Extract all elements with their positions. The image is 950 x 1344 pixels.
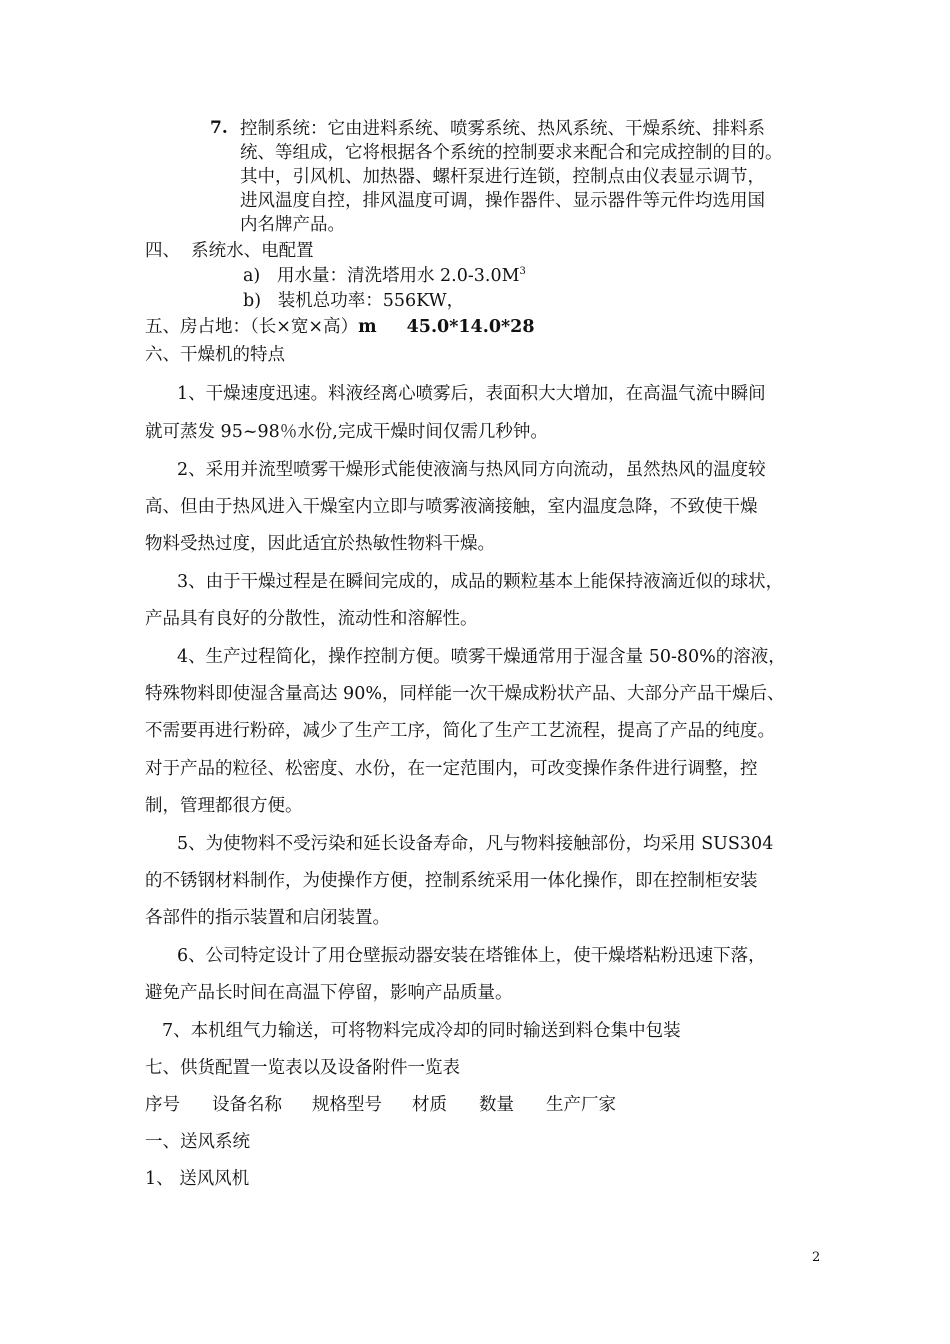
page-number: 2 <box>812 1250 821 1265</box>
feature-4-line-1: 4、生产过程简化，操作控制方便。喷雾干燥通常用于湿含量 50-80%的溶液， <box>177 647 786 667</box>
subsection-air-supply: 一、送风系统 <box>145 1132 250 1152</box>
item-a-superscript: 3 <box>519 266 526 278</box>
header-spec: 规格型号 <box>312 1095 382 1115</box>
feature-1-line-1: 1、干燥速度迅速。料液经离心喷雾后，表面积大大增加，在高温气流中瞬间 <box>177 384 766 404</box>
section-4-item-b <box>243 290 464 312</box>
header-manufacturer: 生产厂家 <box>546 1095 616 1115</box>
section-7-title: 七、供货配置一览表以及设备附件一览表 <box>145 1058 460 1078</box>
section-5-text: 五、房占地：（长×宽×高） <box>145 317 359 337</box>
feature-6-line-2: 避免产品长时间在高温下停留，影响产品质量。 <box>145 983 513 1003</box>
section-4-item-a <box>243 265 526 287</box>
feature-7-line-1: 7、本机组气力输送，可将物料完成冷却的同时输送到料仓集中包装 <box>162 1021 681 1041</box>
header-name: 设备名称 <box>212 1095 282 1115</box>
item-b-text: 装机总功率：556KW， <box>277 291 465 311</box>
section-4-title: 四、 系统水、电配置 <box>145 241 314 261</box>
item-7-line-5: 内名牌产品。 <box>240 215 345 235</box>
feature-1-line-2: 就可蒸发 95~98％水份,完成干燥时间仅需几秒钟。 <box>145 422 548 442</box>
item-7-line-3: 其中，引风机、加热器、螺杆泵进行连锁，控制点由仪表显示调节， <box>240 167 765 187</box>
feature-4-line-5: 制，管理都很方便。 <box>145 796 303 816</box>
feature-3-line-1: 3、由于干燥过程是在瞬间完成的，成品的颗粒基本上能保持液滴近似的球状， <box>177 572 784 592</box>
item-7-line-1: 控制系统：它由进料系统、喷雾系统、热风系统、干燥系统、排料系 <box>240 119 765 139</box>
section-5-line <box>145 316 535 338</box>
feature-5-line-3: 各部件的指示装置和启闭装置。 <box>145 908 390 928</box>
feature-5-line-2: 的不锈钢材料制作，为使操作方便，控制系统采用一体化操作，即在控制柜安装 <box>145 871 758 891</box>
feature-4-line-2: 特殊物料即使湿含量高达 90%，同样能一次干燥成粉状产品、大部分产品干燥后、 <box>145 684 785 704</box>
item-7-number: 7. <box>210 118 228 138</box>
header-material: 材质 <box>412 1095 447 1115</box>
section-5-unit: m <box>358 317 377 337</box>
feature-4-line-4: 对于产品的粒径、松密度、水份，在一定范围内，可改变操作条件进行调整，控 <box>145 759 758 779</box>
feature-5-line-1: 5、为使物料不受污染和延长设备寿命，凡与物料接触部份，均采用 SUS304 <box>177 834 774 854</box>
item-7-line-4: 进风温度自控，排风温度可调，操作器件、显示器件等元件均选用国 <box>240 191 765 211</box>
table-header-row <box>145 1094 616 1116</box>
item-7-line-2: 统、等组成，它将根据各个系统的控制要求来配合和完成控制的目的。 <box>240 143 783 163</box>
section-5-value: 45.0*14.0*28 <box>406 317 535 337</box>
header-quantity: 数量 <box>479 1095 514 1115</box>
item-b-label: b) <box>243 291 262 311</box>
item-a-label: a) <box>243 266 261 286</box>
feature-2-line-2: 高、但由于热风进入干燥室内立即与喷雾液滴接触，室内温度急降，不致使干燥 <box>145 497 758 517</box>
feature-2-line-1: 2、采用并流型喷雾干燥形式能使液滴与热风同方向流动，虽然热风的温度较 <box>177 460 766 480</box>
header-seq: 序号 <box>145 1095 180 1115</box>
feature-4-line-3: 不需要再进行粉碎，减少了生产工序，简化了生产工艺流程，提高了产品的纯度。 <box>145 721 775 741</box>
item-a-text: 用水量：清洗塔用水 2.0-3.0M <box>276 266 520 286</box>
section-6-title: 六、干燥机的特点 <box>145 345 285 365</box>
feature-3-line-2: 产品具有良好的分散性，流动性和溶解性。 <box>145 609 478 629</box>
feature-2-line-3: 物料受热过度，因此适宜於热敏性物料干燥。 <box>145 534 495 554</box>
feature-6-line-1: 6、公司特定设计了用仓壁振动器安装在塔锥体上，使干燥塔粘粉迅速下落， <box>177 946 766 966</box>
subsection-item-fan: 1、 送风风机 <box>145 1169 250 1189</box>
